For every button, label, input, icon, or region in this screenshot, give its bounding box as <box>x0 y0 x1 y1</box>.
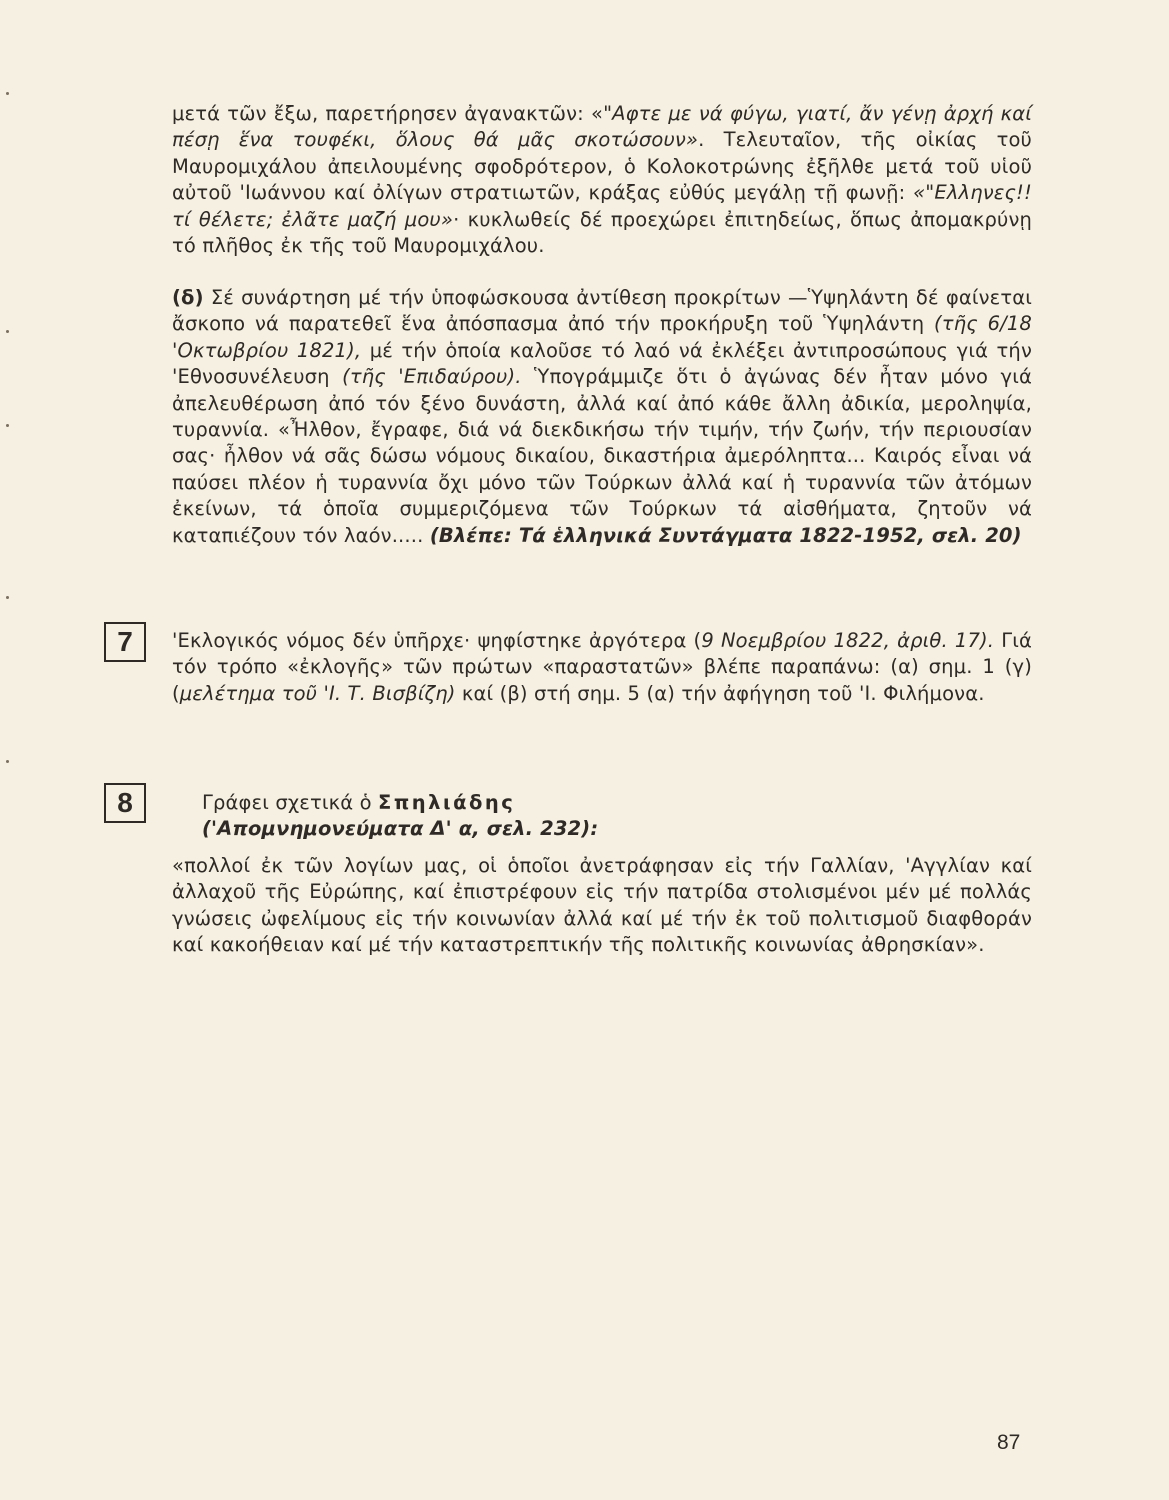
note-7 <box>172 628 1032 707</box>
paragraph-d <box>172 285 1032 549</box>
paragraph-text: μετά τῶν ἔξω, παρετήρησεν ἀγανακτῶν: « <box>172 102 604 125</box>
italic-quote: «"Ελληνες!! τί θέλετε; ἐλᾶτε μαζή μου» <box>172 181 1032 231</box>
paragraph-continuation <box>172 101 1032 259</box>
italic-reference: 9 Νοεμβρίου 1822, ἀριθ. 17). <box>701 629 995 652</box>
paragraph-text: · κυκλωθείς δέ προεχώρει ἐπιτηδείως, ὅπως ἀπομακρύνῃ τό πλῆθος ἐκ τῆς τοῦ Μαυρομιχάλου. <box>172 207 1033 258</box>
italic-reference: (τῆς 'Επιδαύρου). <box>342 365 522 389</box>
note-number-box: 8 <box>104 783 146 823</box>
margin-speck <box>6 92 9 95</box>
author-name: Σπηλιάδης <box>378 791 516 814</box>
italic-reference: (Βλέπε: Τά ἑλληνικά Συντάγματα 1822-1952, σελ. 20) <box>429 523 1022 547</box>
margin-speck <box>6 596 9 599</box>
margin-speck <box>6 424 9 427</box>
italic-reference: (τῆς 6/18 'Οκτωβρίου 1821), <box>172 312 1032 362</box>
note-text: 'Εκλογικός νόμος δέν ὑπῆρχε· ψηφίστηκε ἀργότερα ( <box>172 629 702 652</box>
paragraph-text: Σέ συνάρτηση μέ τήν ὑποφώσκουσα ἀντίθεση προκρίτων —Ὑψηλάντη δέ φαίνεται ἄσκοπο νά παρατεθεῖ ἕνα ἀπόσπασμα ἀπό τήν προκήρυξη τοῦ Ὑψηλάντη <box>172 286 1032 336</box>
paragraph-text: μέ τήν ὁποία καλοῦσε τό λαό νά ἐκλέξει ἀντιπροσώπους γιά τήν 'Εθνοσυνέλευση <box>172 338 1032 389</box>
note-text: Γράφει σχετικά ὁ <box>202 791 379 814</box>
note-8-quote <box>172 853 1032 959</box>
paragraph-marker: (δ) <box>172 286 204 309</box>
italic-quote: "Αφτε με νά φύγω, γιατί, ἄν γένῃ ἀρχή καί πέσῃ ἕνα τουφέκι, ὅλους θά μᾶς σκοτώσουν» <box>172 102 1032 152</box>
paragraph-text: . Τελευταῖον, τῆς οἰκίας τοῦ Μαυρομιχάλου ἀπειλουμένης σφοδρότερον, ὁ Κολοκοτρώνης ἐξῆλθε μετά τοῦ υἱοῦ αὐτοῦ 'Ιωάννου καί ὀλίγων στρατιωτῶν, κράξας εὐθύς μεγάλῃ τῇ φωνῇ: <box>172 128 1032 205</box>
note-number-box: 7 <box>104 622 146 662</box>
note-8-heading <box>202 790 1002 843</box>
italic-reference: μελέτημα τοῦ 'Ι. Τ. Βισβίζη) <box>179 681 456 705</box>
note-text: καί (β) στή σημ. 5 (α) τήν ἀφήγηση τοῦ 'Ι. Φιλήμονα. <box>455 681 985 705</box>
italic-reference: ('Απομνημονεύματα Δ' α, σελ. 232): <box>202 817 599 841</box>
margin-speck <box>6 760 9 763</box>
note-text: Γιά τόν τρόπο «ἐκλογῆς» τῶν πρώτων «παραστατῶν» βλέπε παραπάνω: (α) σημ. 1 (γ) ( <box>172 629 1032 705</box>
paragraph-text: Ὑπογράμμιζε ὅτι ὁ ἀγώνας δέν ἦταν μόνο γιά ἀπελευθέρωση ἀπό τόν ξένο δυνάστη, ἀλλά καί ἀπό κάθε ἄλλη ἀδικία, μεροληψία, τυραννία. «Ἦλθον, ἔγραφε, διά νά διεκδικήσω τήν τιμήν, τήν ζωήν, τήν περιουσίαν σας· ἦλθον νά σᾶς δώσω νόμους δικαίου, δικαστήρια ἀμερόληπτα... Καιρός εἶναι νά παύσει πλέον ἡ τυραννία ὄχι μόνο τῶν Τούρκων ἀλλά καί ἡ τυραννία τῶν ἀτόμων ἐκείνων, τά ὁποῖα συμμεριζόμενα τῶν Τούρκων τά αἰσθήματα, ζητοῦν νά καταπιέζουν τόν λαόν..... <box>172 365 1033 547</box>
margin-speck <box>6 330 9 333</box>
page-number: 87 <box>997 1431 1021 1454</box>
quote-text: «πολλοί ἐκ τῶν λογίων μας, οἱ ὁποῖοι ἀνετράφησαν εἰς τήν Γαλλίαν, 'Αγγλίαν καί ἀλλαχοῦ τῆς Εὐρώπης, καί ἐπιστρέφουν εἰς τήν πατρίδα στολισμένοι μέν μέ πολλάς γνώσεις ὠφελίμους εἰς τήν κοινωνίαν ἀλλά καί μέ τήν ἐκ τοῦ πολιτισμοῦ διαφθοράν καί κακοήθειαν καί μέ τήν καταστρεπτικήν τῆς πολιτικῆς κοινωνίας ἀθρησκίαν». <box>172 854 1032 957</box>
